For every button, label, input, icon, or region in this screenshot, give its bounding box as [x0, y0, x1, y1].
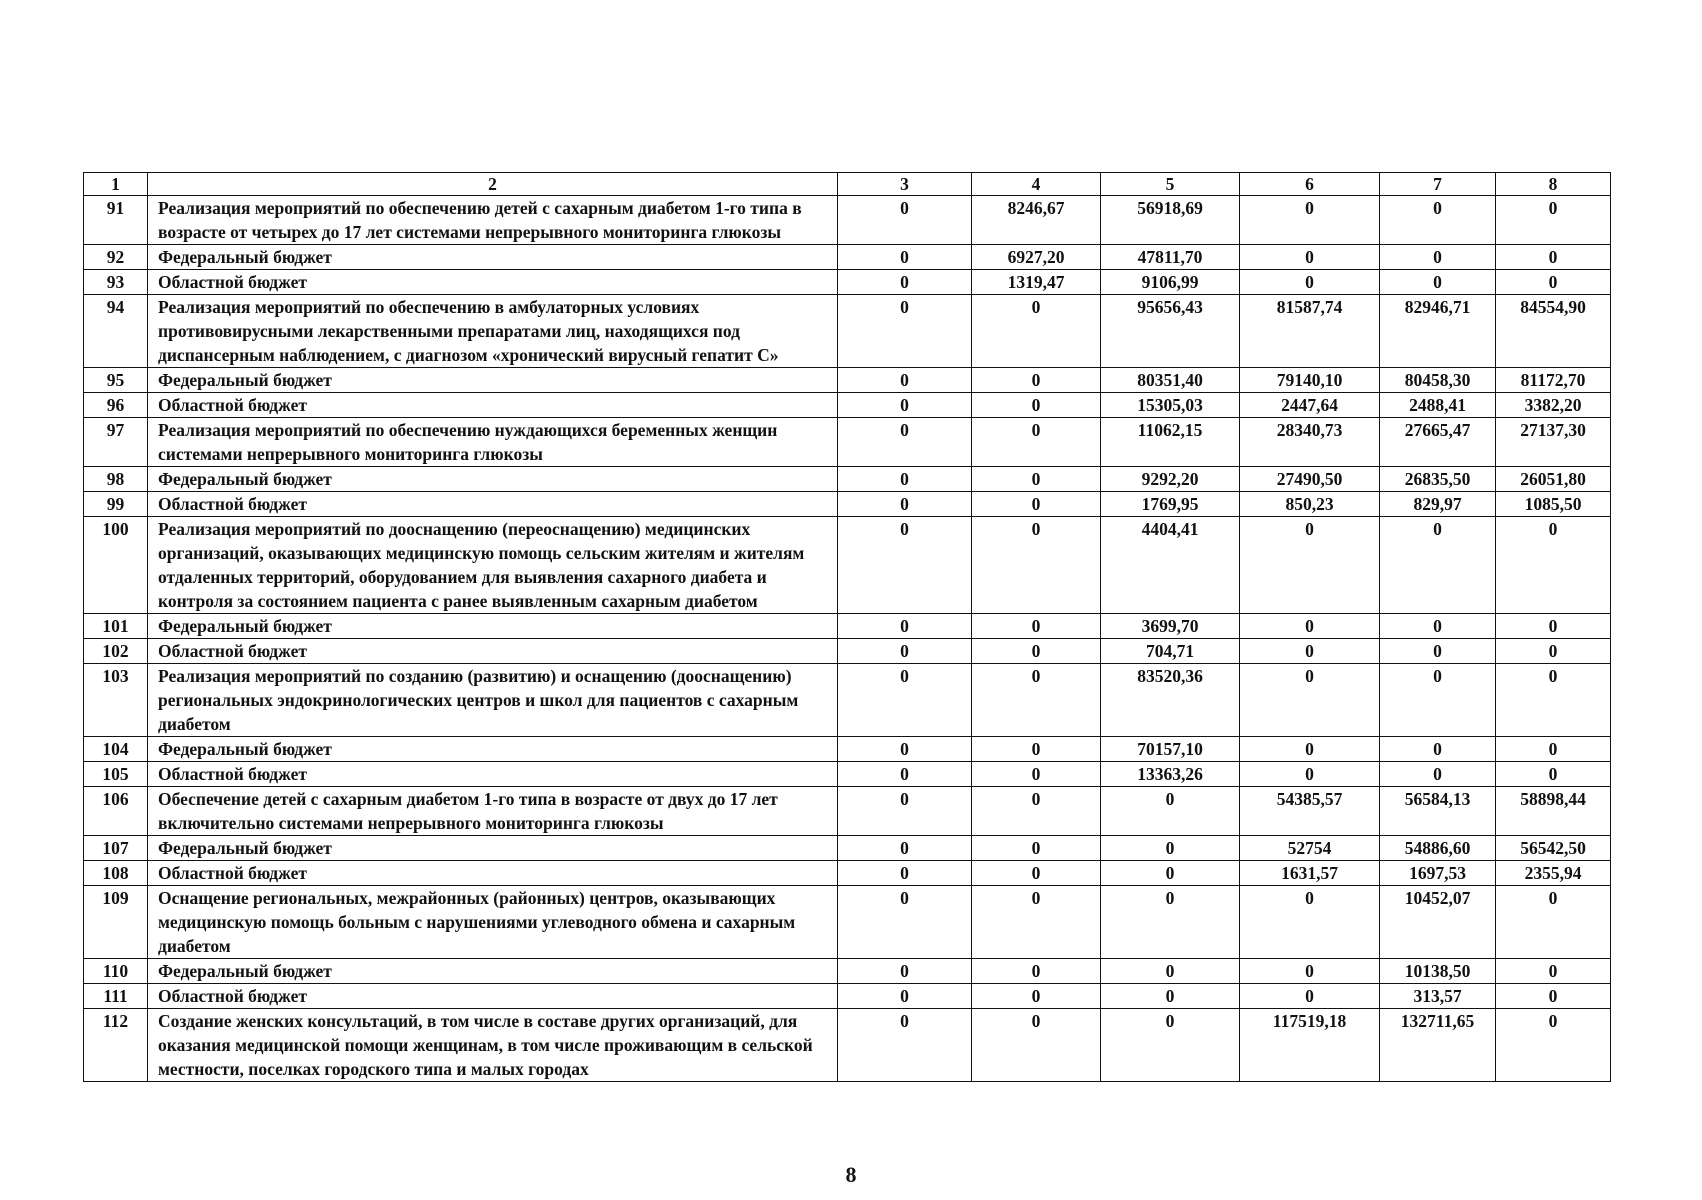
row-number: 91 — [84, 196, 148, 245]
value-cell: 0 — [1240, 959, 1380, 984]
row-number: 106 — [84, 787, 148, 836]
table-row — [84, 737, 1611, 762]
row-number: 100 — [84, 517, 148, 614]
column-header: 3 — [838, 173, 972, 196]
row-description: Реализация мероприятий по обеспечению в амбулаторных условиях противовирусными лекарственными препаратами лиц, находящихся под диспансерным наблюдением, с диагнозом «хронический вирусный гепатит С» — [148, 295, 838, 368]
row-description: Федеральный бюджет — [148, 959, 838, 984]
value-cell: 0 — [972, 639, 1101, 664]
value-cell: 0 — [1380, 245, 1496, 270]
value-cell: 0 — [838, 787, 972, 836]
value-cell: 70157,10 — [1101, 737, 1240, 762]
row-number: 93 — [84, 270, 148, 295]
value-cell: 80351,40 — [1101, 368, 1240, 393]
value-cell: 13363,26 — [1101, 762, 1240, 787]
value-cell: 58898,44 — [1496, 787, 1611, 836]
value-cell: 0 — [838, 737, 972, 762]
row-description: Федеральный бюджет — [148, 737, 838, 762]
row-number: 101 — [84, 614, 148, 639]
value-cell: 11062,15 — [1101, 418, 1240, 467]
value-cell: 0 — [1240, 517, 1380, 614]
table-row — [84, 984, 1611, 1009]
value-cell: 0 — [838, 614, 972, 639]
value-cell: 0 — [972, 418, 1101, 467]
budget-table — [83, 172, 1611, 1082]
row-number: 103 — [84, 664, 148, 737]
value-cell: 0 — [838, 959, 972, 984]
value-cell: 0 — [972, 517, 1101, 614]
value-cell: 0 — [1496, 886, 1611, 959]
value-cell: 0 — [972, 737, 1101, 762]
value-cell: 28340,73 — [1240, 418, 1380, 467]
value-cell: 26835,50 — [1380, 467, 1496, 492]
row-description: Реализация мероприятий по обеспечению нуждающихся беременных женщин системами непрерывного мониторинга глюкозы — [148, 418, 838, 467]
table-row — [84, 861, 1611, 886]
row-number: 102 — [84, 639, 148, 664]
row-description: Областной бюджет — [148, 492, 838, 517]
row-description: Федеральный бюджет — [148, 245, 838, 270]
value-cell: 0 — [1496, 959, 1611, 984]
row-number: 108 — [84, 861, 148, 886]
value-cell: 0 — [838, 393, 972, 418]
value-cell: 0 — [972, 295, 1101, 368]
column-header: 7 — [1380, 173, 1496, 196]
value-cell: 0 — [1496, 737, 1611, 762]
row-description: Реализация мероприятий по обеспечению детей с сахарным диабетом 1-го типа в возрасте от четырех до 17 лет системами непрерывного мониторинга глюкозы — [148, 196, 838, 245]
value-cell: 0 — [1101, 787, 1240, 836]
value-cell: 26051,80 — [1496, 467, 1611, 492]
value-cell: 0 — [972, 861, 1101, 886]
table-row — [84, 492, 1611, 517]
value-cell: 117519,18 — [1240, 1009, 1380, 1082]
value-cell: 81172,70 — [1496, 368, 1611, 393]
row-description: Областной бюджет — [148, 639, 838, 664]
value-cell: 1697,53 — [1380, 861, 1496, 886]
value-cell: 0 — [1240, 984, 1380, 1009]
table-row — [84, 270, 1611, 295]
value-cell: 829,97 — [1380, 492, 1496, 517]
value-cell: 0 — [838, 418, 972, 467]
row-number: 107 — [84, 836, 148, 861]
row-description: Федеральный бюджет — [148, 836, 838, 861]
value-cell: 10452,07 — [1380, 886, 1496, 959]
value-cell: 0 — [838, 1009, 972, 1082]
value-cell: 0 — [972, 614, 1101, 639]
value-cell: 0 — [972, 886, 1101, 959]
table-row — [84, 886, 1611, 959]
row-description: Областной бюджет — [148, 861, 838, 886]
row-number: 112 — [84, 1009, 148, 1082]
value-cell: 0 — [972, 1009, 1101, 1082]
value-cell: 83520,36 — [1101, 664, 1240, 737]
value-cell: 79140,10 — [1240, 368, 1380, 393]
value-cell: 0 — [838, 467, 972, 492]
value-cell: 56918,69 — [1101, 196, 1240, 245]
value-cell: 0 — [1496, 270, 1611, 295]
value-cell: 0 — [1496, 984, 1611, 1009]
row-number: 109 — [84, 886, 148, 959]
value-cell: 0 — [972, 664, 1101, 737]
value-cell: 0 — [1240, 737, 1380, 762]
value-cell: 0 — [972, 787, 1101, 836]
table-row — [84, 762, 1611, 787]
table-body — [84, 173, 1611, 1082]
value-cell: 0 — [1240, 614, 1380, 639]
value-cell: 2488,41 — [1380, 393, 1496, 418]
row-number: 97 — [84, 418, 148, 467]
column-header: 1 — [84, 173, 148, 196]
value-cell: 0 — [838, 664, 972, 737]
row-number: 92 — [84, 245, 148, 270]
value-cell: 0 — [1240, 270, 1380, 295]
row-number: 95 — [84, 368, 148, 393]
column-header: 8 — [1496, 173, 1611, 196]
value-cell: 0 — [1380, 762, 1496, 787]
row-description: Областной бюджет — [148, 762, 838, 787]
value-cell: 84554,90 — [1496, 295, 1611, 368]
value-cell: 1631,57 — [1240, 861, 1380, 886]
row-description: Областной бюджет — [148, 393, 838, 418]
row-description: Создание женских консультаций, в том числе в составе других организаций, для оказания медицинской помощи женщинам, в том числе проживающим в сельской местности, поселках городского типа и малых городах — [148, 1009, 838, 1082]
value-cell: 0 — [1496, 639, 1611, 664]
value-cell: 4404,41 — [1101, 517, 1240, 614]
value-cell: 0 — [1380, 639, 1496, 664]
row-number: 111 — [84, 984, 148, 1009]
value-cell: 0 — [838, 517, 972, 614]
value-cell: 0 — [838, 836, 972, 861]
row-description: Оснащение региональных, межрайонных (районных) центров, оказывающих медицинскую помощь больным с нарушениями углеводного обмена и сахарным диабетом — [148, 886, 838, 959]
row-number: 105 — [84, 762, 148, 787]
value-cell: 0 — [1496, 664, 1611, 737]
column-header: 5 — [1101, 173, 1240, 196]
value-cell: 0 — [1380, 270, 1496, 295]
row-description: Реализация мероприятий по созданию (развитию) и оснащению (дооснащению) региональных эндокринологических центров и школ для пациентов с сахарным диабетом — [148, 664, 838, 737]
row-number: 104 — [84, 737, 148, 762]
value-cell: 0 — [1240, 196, 1380, 245]
value-cell: 8246,67 — [972, 196, 1101, 245]
value-cell: 0 — [1380, 614, 1496, 639]
value-cell: 0 — [1496, 1009, 1611, 1082]
value-cell: 0 — [1380, 517, 1496, 614]
table-row — [84, 196, 1611, 245]
value-cell: 1769,95 — [1101, 492, 1240, 517]
row-number: 96 — [84, 393, 148, 418]
value-cell: 0 — [1101, 959, 1240, 984]
row-description: Областной бюджет — [148, 270, 838, 295]
value-cell: 0 — [1380, 196, 1496, 245]
value-cell: 0 — [1101, 984, 1240, 1009]
value-cell: 0 — [838, 368, 972, 393]
value-cell: 0 — [972, 492, 1101, 517]
value-cell: 9106,99 — [1101, 270, 1240, 295]
value-cell: 81587,74 — [1240, 295, 1380, 368]
row-description: Федеральный бюджет — [148, 467, 838, 492]
value-cell: 95656,43 — [1101, 295, 1240, 368]
value-cell: 0 — [1496, 245, 1611, 270]
value-cell: 0 — [1496, 517, 1611, 614]
value-cell: 27490,50 — [1240, 467, 1380, 492]
value-cell: 0 — [972, 762, 1101, 787]
value-cell: 132711,65 — [1380, 1009, 1496, 1082]
value-cell: 0 — [1380, 664, 1496, 737]
value-cell: 3382,20 — [1496, 393, 1611, 418]
value-cell: 0 — [1240, 639, 1380, 664]
table-row — [84, 368, 1611, 393]
row-number: 98 — [84, 467, 148, 492]
value-cell: 0 — [1496, 762, 1611, 787]
value-cell: 0 — [972, 984, 1101, 1009]
column-header: 2 — [148, 173, 838, 196]
value-cell: 0 — [1101, 1009, 1240, 1082]
table-row — [84, 393, 1611, 418]
value-cell: 80458,30 — [1380, 368, 1496, 393]
value-cell: 313,57 — [1380, 984, 1496, 1009]
value-cell: 0 — [1240, 664, 1380, 737]
value-cell: 0 — [1380, 737, 1496, 762]
value-cell: 0 — [838, 245, 972, 270]
value-cell: 54886,60 — [1380, 836, 1496, 861]
table-row — [84, 418, 1611, 467]
value-cell: 2447,64 — [1240, 393, 1380, 418]
value-cell: 0 — [1101, 886, 1240, 959]
value-cell: 1319,47 — [972, 270, 1101, 295]
table-row — [84, 787, 1611, 836]
value-cell: 0 — [972, 467, 1101, 492]
row-description: Реализация мероприятий по дооснащению (переоснащению) медицинских организаций, оказывающих медицинскую помощь сельским жителям и жителям отдаленных территорий, оборудованием для выявления сахарного диабета и контроля за состоянием пациента с ранее выявленным сахарным диабетом — [148, 517, 838, 614]
value-cell: 0 — [1240, 886, 1380, 959]
row-description: Областной бюджет — [148, 984, 838, 1009]
row-description: Федеральный бюджет — [148, 614, 838, 639]
value-cell: 47811,70 — [1101, 245, 1240, 270]
value-cell: 0 — [838, 270, 972, 295]
row-number: 99 — [84, 492, 148, 517]
page-number: 8 — [845, 1162, 857, 1187]
table-row — [84, 664, 1611, 737]
table-row — [84, 295, 1611, 368]
value-cell: 0 — [838, 492, 972, 517]
value-cell: 0 — [1496, 614, 1611, 639]
table-row — [84, 245, 1611, 270]
column-header: 4 — [972, 173, 1101, 196]
value-cell: 0 — [972, 393, 1101, 418]
value-cell: 27665,47 — [1380, 418, 1496, 467]
value-cell: 56542,50 — [1496, 836, 1611, 861]
value-cell: 0 — [1496, 196, 1611, 245]
value-cell: 9292,20 — [1101, 467, 1240, 492]
value-cell: 0 — [972, 836, 1101, 861]
row-description: Обеспечение детей с сахарным диабетом 1-го типа в возрасте от двух до 17 лет включительно системами непрерывного мониторинга глюкозы — [148, 787, 838, 836]
value-cell: 52754 — [1240, 836, 1380, 861]
value-cell: 0 — [1240, 762, 1380, 787]
value-cell: 15305,03 — [1101, 393, 1240, 418]
value-cell: 82946,71 — [1380, 295, 1496, 368]
row-description: Федеральный бюджет — [148, 368, 838, 393]
row-number: 110 — [84, 959, 148, 984]
table-row — [84, 639, 1611, 664]
value-cell: 1085,50 — [1496, 492, 1611, 517]
value-cell: 0 — [838, 886, 972, 959]
value-cell: 0 — [838, 196, 972, 245]
table-row — [84, 1009, 1611, 1082]
table-row — [84, 614, 1611, 639]
value-cell: 0 — [838, 861, 972, 886]
table-row — [84, 836, 1611, 861]
value-cell: 54385,57 — [1240, 787, 1380, 836]
value-cell: 10138,50 — [1380, 959, 1496, 984]
value-cell: 6927,20 — [972, 245, 1101, 270]
value-cell: 0 — [1101, 836, 1240, 861]
value-cell: 850,23 — [1240, 492, 1380, 517]
value-cell: 2355,94 — [1496, 861, 1611, 886]
value-cell: 0 — [1240, 245, 1380, 270]
value-cell: 3699,70 — [1101, 614, 1240, 639]
value-cell: 704,71 — [1101, 639, 1240, 664]
table-row — [84, 959, 1611, 984]
value-cell: 0 — [972, 959, 1101, 984]
column-header: 6 — [1240, 173, 1380, 196]
value-cell: 0 — [972, 368, 1101, 393]
value-cell: 0 — [838, 762, 972, 787]
value-cell: 0 — [838, 295, 972, 368]
value-cell: 27137,30 — [1496, 418, 1611, 467]
value-cell: 56584,13 — [1380, 787, 1496, 836]
table-row — [84, 517, 1611, 614]
value-cell: 0 — [838, 639, 972, 664]
table-row — [84, 467, 1611, 492]
value-cell: 0 — [838, 984, 972, 1009]
table-header-row — [84, 173, 1611, 196]
row-number: 94 — [84, 295, 148, 368]
value-cell: 0 — [1101, 861, 1240, 886]
